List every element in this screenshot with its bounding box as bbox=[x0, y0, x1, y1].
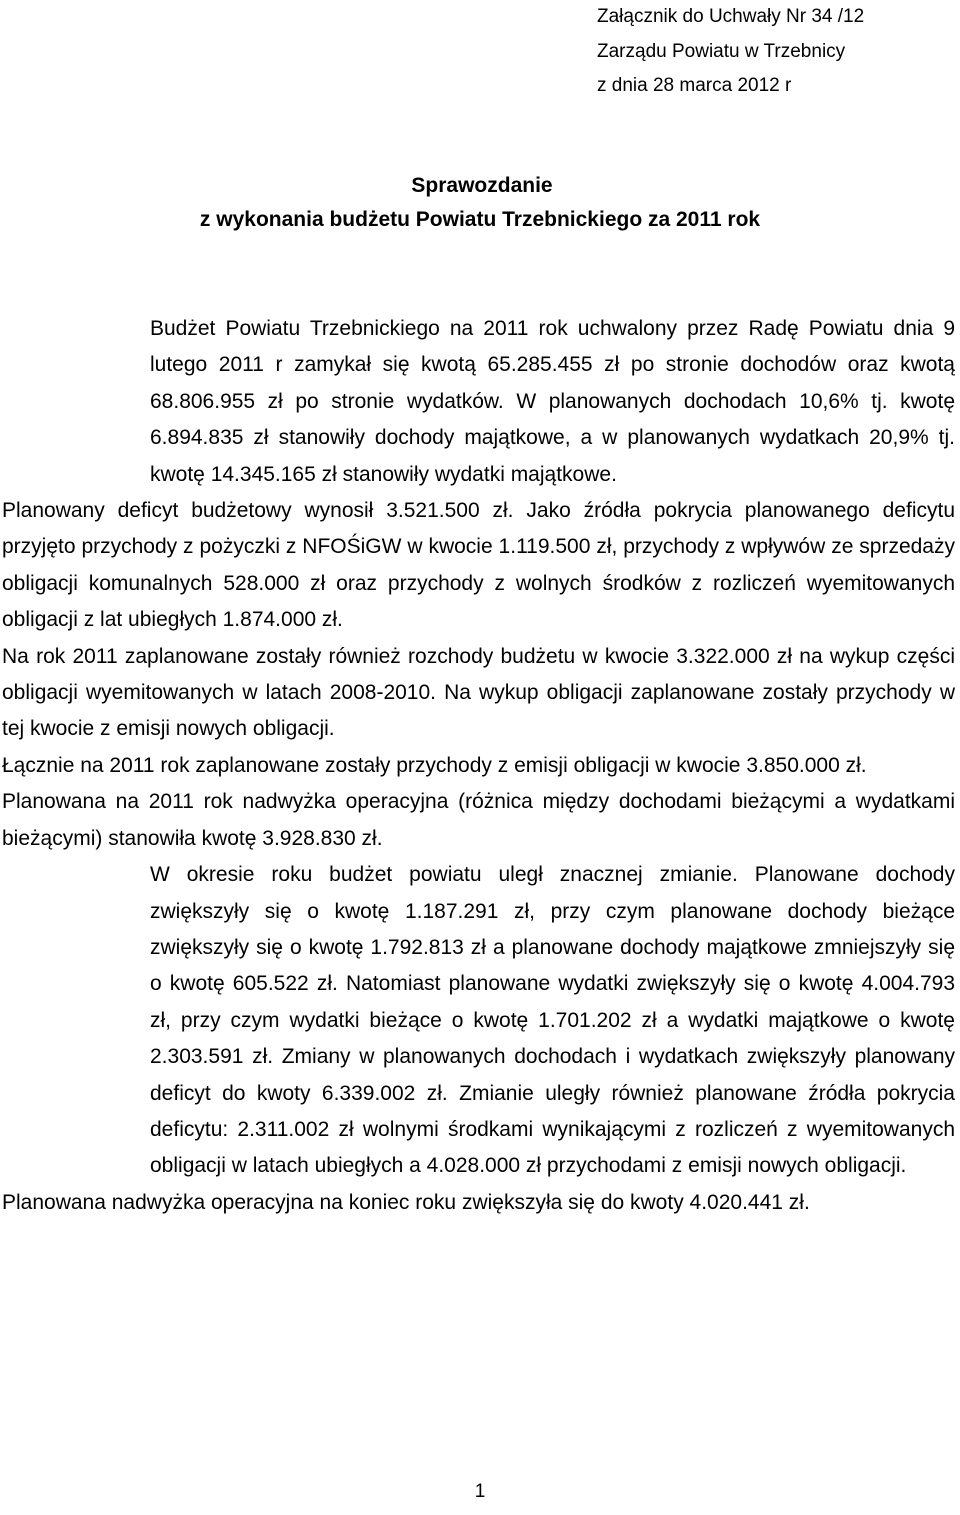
paragraph-operating-surplus: Planowana na 2011 rok nadwyżka operacyjna (różnica między dochodami bieżącymi a wydatkami bieżącymi) stanowiła kwotę 3.928.830 zł. bbox=[2, 790, 955, 850]
document-body bbox=[2, 311, 955, 1221]
document-subtitle: z wykonania budżetu Powiatu Trzebnickiego za 2011 rok bbox=[199, 208, 761, 231]
paragraph-budget-changes: W okresie roku budżet powiatu uległ znacznej zmianie. Planowane dochody zwiększyły się o kwotę 1.187.291 zł, przy czym planowane dochody bieżące zwiększyły się o kwotę 1.792.813 zł a planowane dochody majątkowe zmniejszyły się o kwotę 605.522 zł. Natomiast planowane wydatki zwiększyły się o kwotę 4.004.793 zł, przy czym wydatki bieżące o kwotę 1.701.202 zł a wydatki majątkowe o kwotę 2.303.591 zł. Zmiany w planowanych dochodach i wydatkach zwiększyły planowany deficyt do kwoty 6.339.002 zł. Zmianie uległy również planowane źródła pokrycia deficytu: 2.311.002 zł wolnymi środkami wynikającymi z rozliczeń z wyemitowanych obligacji w latach ubiegłych a 4.028.000 zł przychodami z emisji nowych obligacji. bbox=[150, 863, 955, 1178]
paragraph-outflows: Na rok 2011 zaplanowane zostały również rozchody budżetu w kwocie 3.322.000 zł na wykup części obligacji wyemitowanych w latach 2008-2010. Na wykup obligacji zaplanowane zostały przychody w tej kwocie z emisji nowych obligacji. bbox=[2, 644, 955, 741]
header-line-date: z dnia 28 marca 2012 r bbox=[597, 75, 792, 96]
paragraph-final-surplus: Planowana nadwyżka operacyjna na koniec roku zwiększyła się do kwoty 4.020.441 zł. bbox=[2, 1190, 810, 1214]
paragraph-planned-deficit: Planowany deficyt budżetowy wynosił 3.521.500 zł. Jako źródła pokrycia planowanego deficytu przyjęto przychody z pożyczki z NFOŚiGW w kwocie 1.119.500 zł, przychody z wpływów ze sprzedaży obligacji komunalnych 528.000 zł oraz przychody z wolnych środków z rozliczeń wyemitowanych obligacji z lat ubiegłych 1.874.000 zł. bbox=[2, 499, 955, 632]
header-line-attachment: Załącznik do Uchwały Nr 34 /12 bbox=[597, 6, 865, 27]
document-header bbox=[597, 0, 864, 104]
page-number: 1 bbox=[474, 1481, 486, 1502]
document-title: Sprawozdanie bbox=[411, 174, 553, 197]
paragraph-bond-revenue: Łącznie na 2011 rok zaplanowane zostały przychody z emisji obligacji w kwocie 3.850.000 zł. bbox=[2, 753, 867, 777]
paragraph-budget-adoption: Budżet Powiatu Trzebnickiego na 2011 rok uchwalony przez Radę Powiatu dnia 9 lutego 2011 r zamykał się kwotą 65.285.455 zł po stronie dochodów oraz kwotą 68.806.955 zł po stronie wydatków. W planowanych dochodach 10,6% tj. kwotę 6.894.835 zł stanowiły dochody majątkowe, a w planowanych wydatkach 20,9% tj. kwotę 14.345.165 zł stanowiły wydatki majątkowe. bbox=[150, 317, 955, 486]
header-line-board: Zarządu Powiatu w Trzebnicy bbox=[597, 40, 846, 62]
